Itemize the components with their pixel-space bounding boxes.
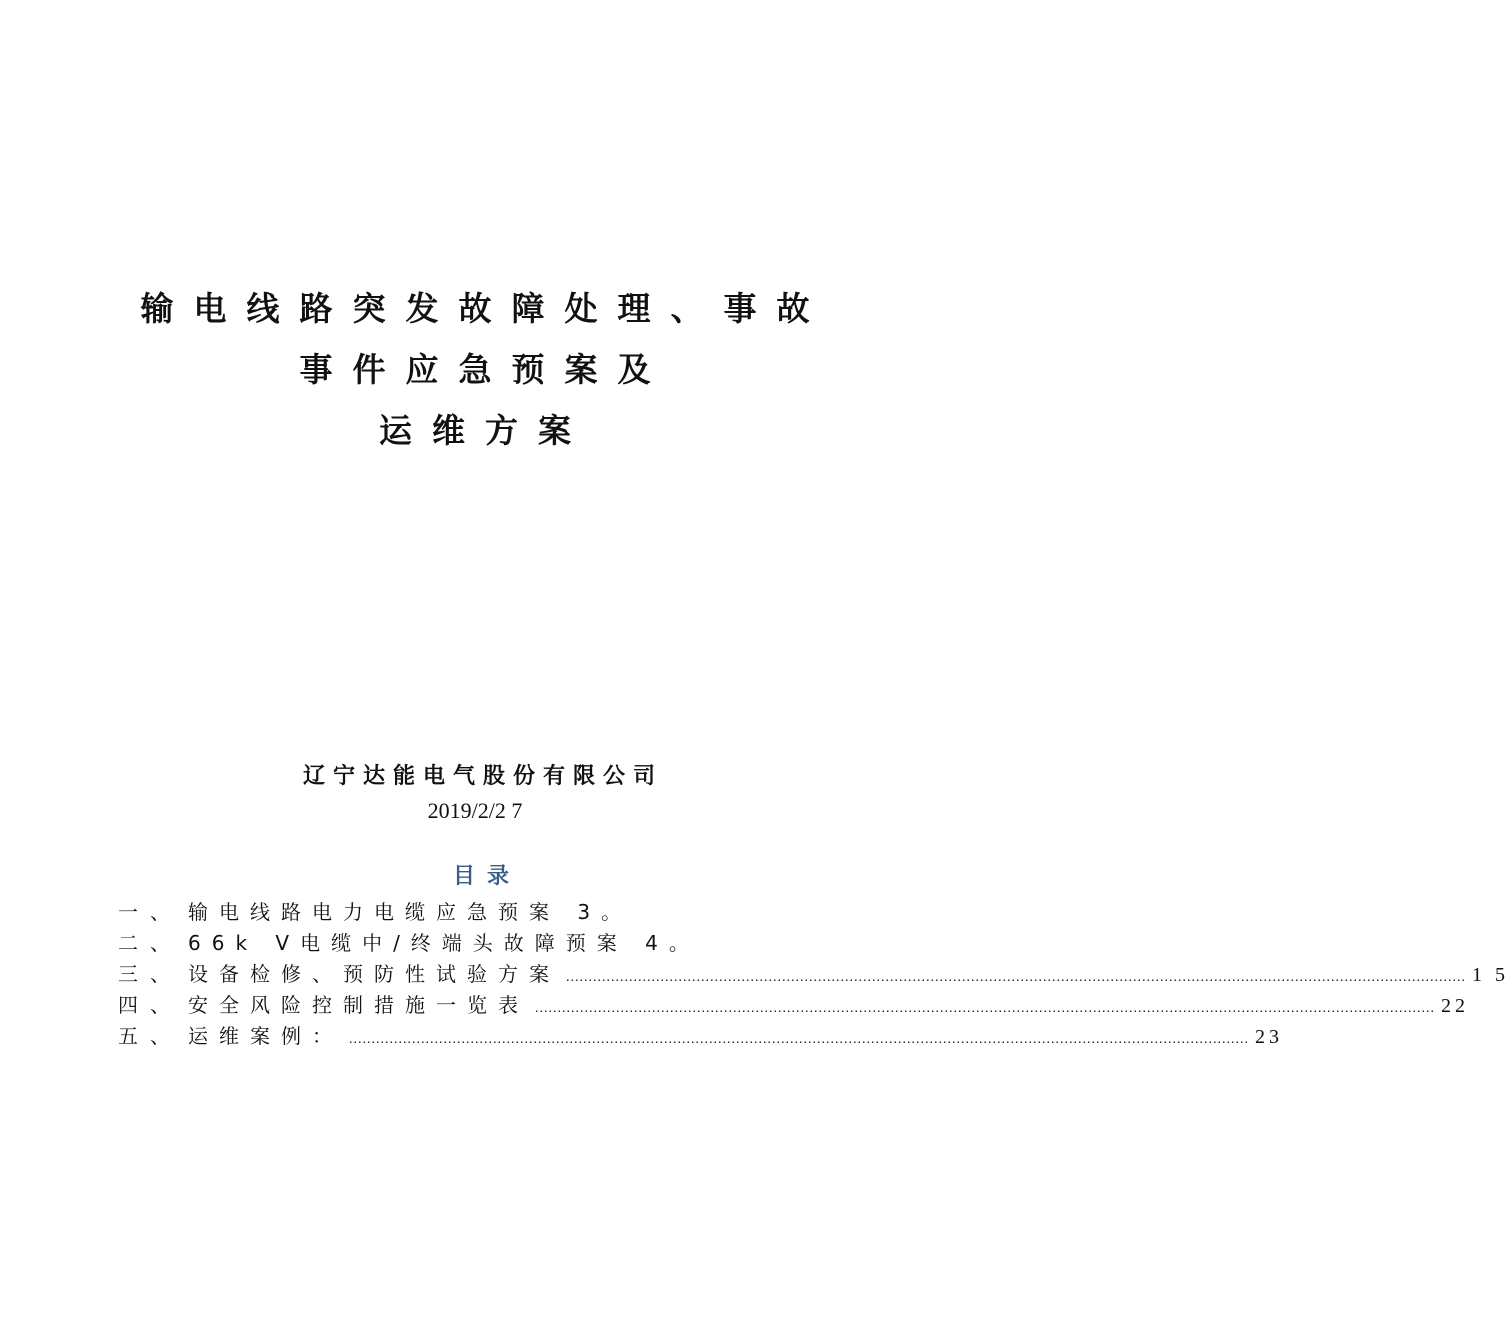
toc-item-5[interactable] xyxy=(118,1021,1283,1052)
title-line-3: 运维方案 xyxy=(379,411,591,450)
toc-leader-dots: ........................................................................................................................................................................................................ xyxy=(566,970,1466,985)
toc-heading: 目录 xyxy=(452,864,521,889)
toc-item-2[interactable] xyxy=(118,928,826,959)
table-of-contents xyxy=(118,897,1509,1052)
toc-item-title: 运维案例： xyxy=(188,1024,343,1048)
title-line-1: 输电线路突发故障处理、事故 xyxy=(140,289,830,328)
toc-item-number: 三、 xyxy=(118,962,182,986)
toc-item-title: 安全风险控制措施一览表 xyxy=(188,993,529,1017)
toc-item-page: 1 5 xyxy=(1472,964,1509,986)
toc-item-number: 四、 xyxy=(118,993,182,1017)
toc-item-page: 23 xyxy=(1255,1026,1283,1048)
toc-leader-dots: ........................................................................................................................................................................................................ xyxy=(535,1001,1435,1016)
toc-item-title: 66k V电缆中/终端头故障预案 4。 xyxy=(188,931,700,955)
toc-leader-dots: ........................................................................................................................................................................................................ xyxy=(349,1032,1249,1047)
document-title xyxy=(0,278,950,461)
toc-item-number: 一、 xyxy=(118,900,182,924)
toc-item-title: 设备检修、预防性试验方案 xyxy=(188,962,560,986)
toc-item-number: 五、 xyxy=(118,1024,182,1048)
toc-item-1[interactable] xyxy=(118,897,826,928)
toc-item-4[interactable] xyxy=(118,990,1469,1021)
toc-item-page: 22 xyxy=(1441,995,1469,1017)
title-line-2: 事件应急预案及 xyxy=(299,350,671,389)
toc-item-title: 输电线路电力电缆应急预案 3。 xyxy=(188,900,633,924)
company-name: 辽宁达能电气股份有限公司 xyxy=(302,764,663,789)
document-date: 2019/2/2 7 xyxy=(427,798,523,823)
toc-item-3[interactable] xyxy=(118,959,1509,990)
toc-item-number: 二、 xyxy=(118,931,182,955)
